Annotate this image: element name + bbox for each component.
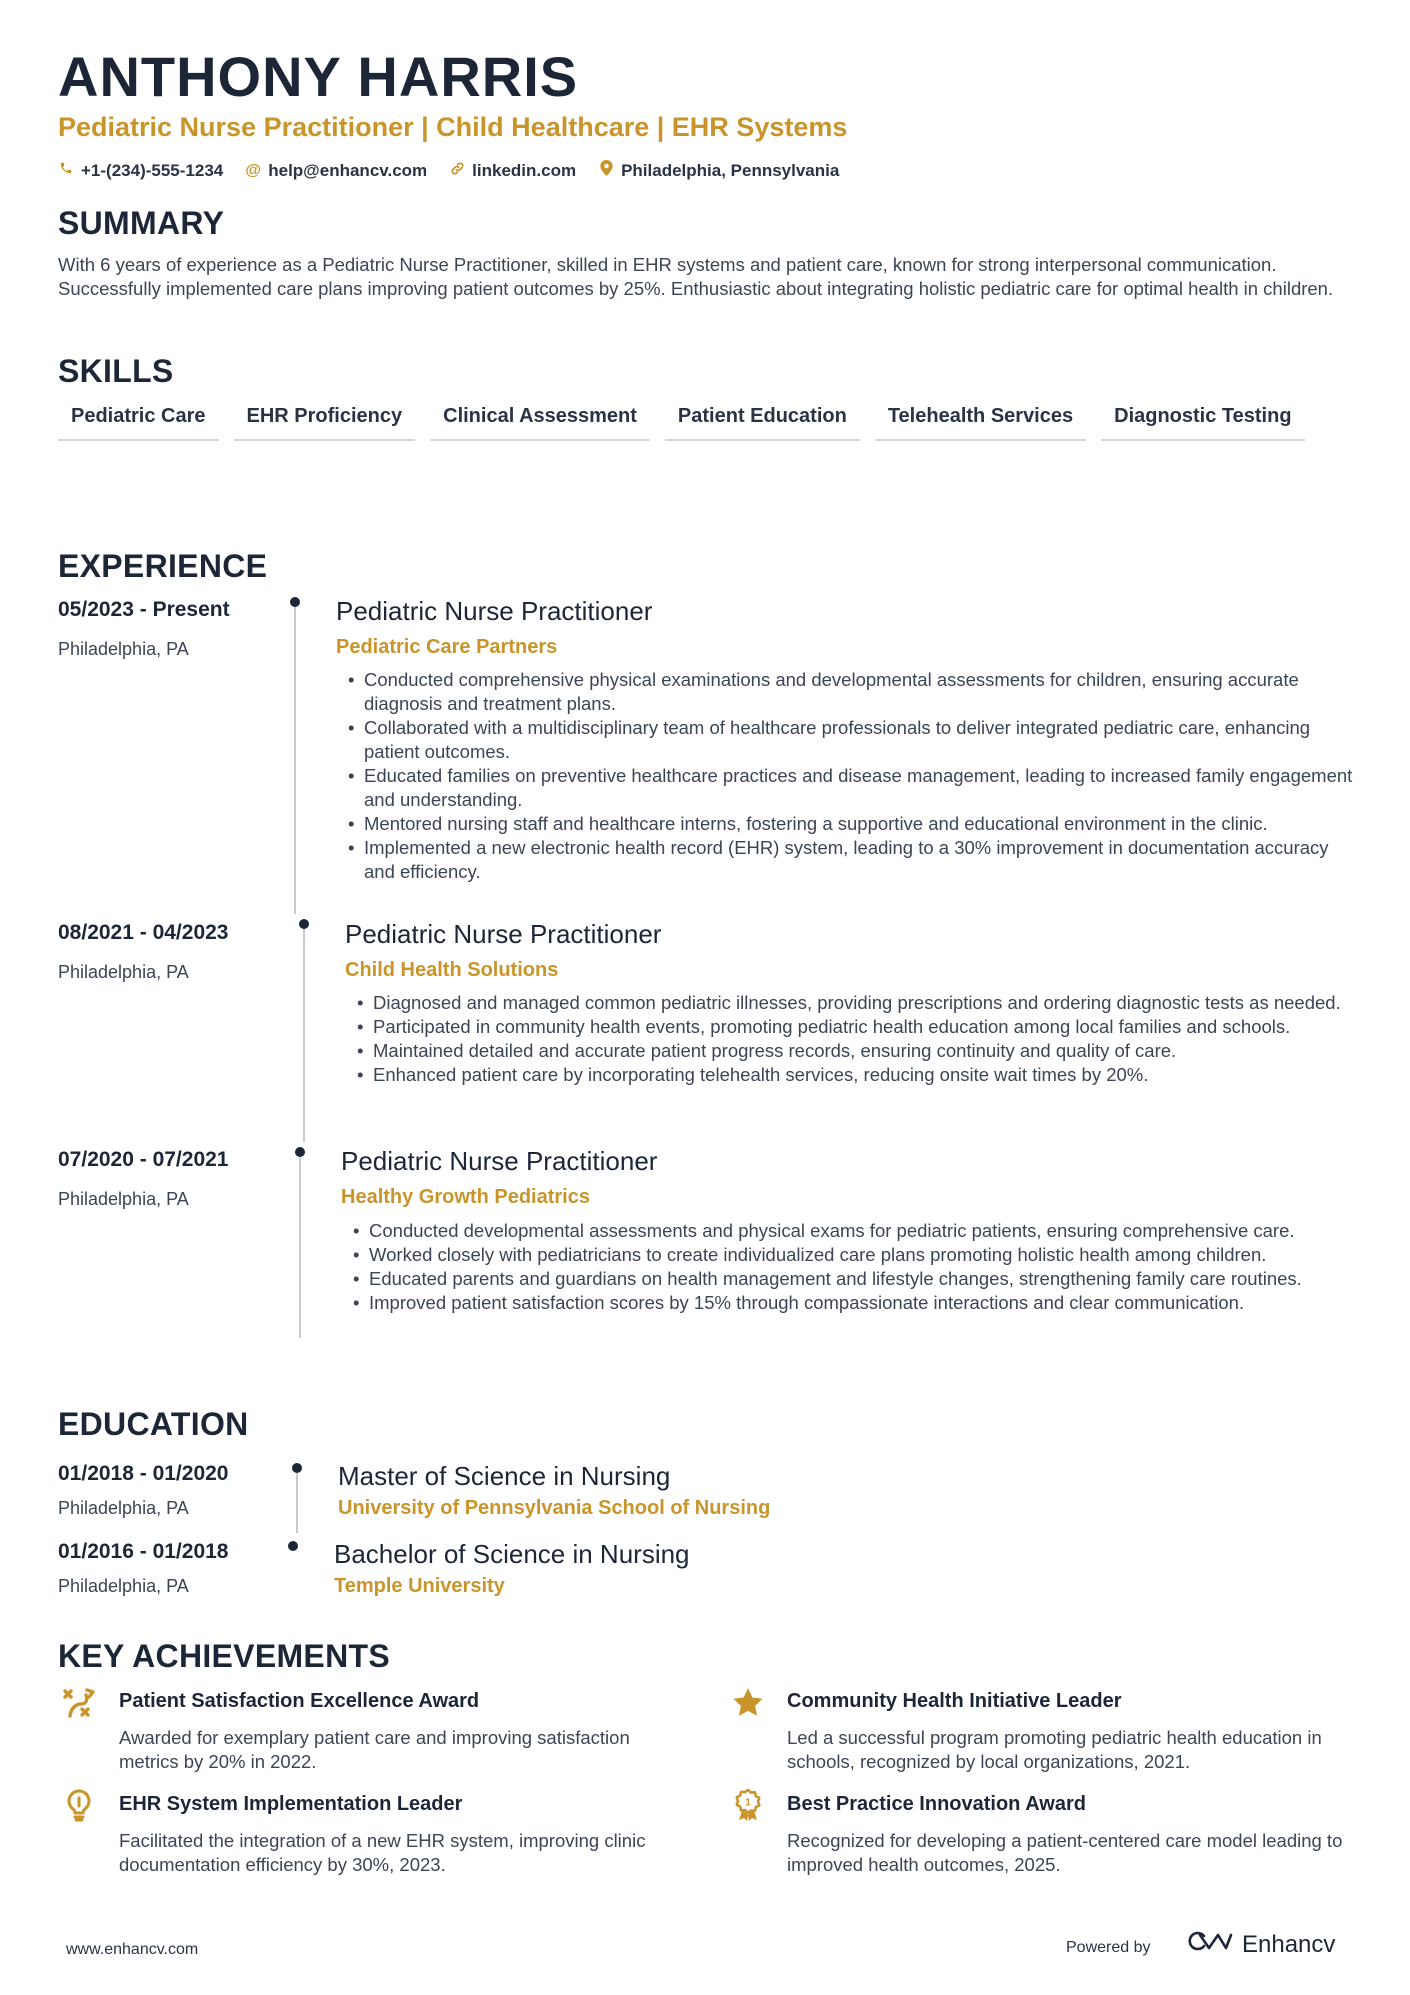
medal-icon [731,1788,765,1822]
job-dates: 08/2021 - 04/2023 [58,921,229,944]
enhancv-logo-icon [1186,1929,1234,1960]
list-item: • Mentored nursing staff and healthcare interns, fostering a supportive and educational environment in the clinic. [344,812,1364,836]
link-icon [449,161,465,181]
job-bullets [349,1219,1369,1315]
footer-powered-by: Powered by [1066,1939,1151,1956]
achievement-title: Patient Satisfaction Excellence Award [119,1690,480,1712]
at-icon: @ [245,161,262,179]
education-school: Temple University [334,1575,505,1597]
route-icon [62,1686,96,1720]
job-dates: 07/2020 - 07/2021 [58,1148,229,1171]
job-title: Pediatric Nurse Practitioner [336,596,653,626]
achievement-title: EHR System Implementation Leader [119,1793,463,1815]
education-dates: 01/2018 - 01/2020 [58,1462,229,1485]
skill-tag: EHR Proficiency [234,405,416,441]
footer-website[interactable]: www.enhancv.com [66,1941,199,1958]
phone-icon [58,161,74,180]
job-bullets [344,668,1364,884]
list-item: • Implemented a new electronic health record (EHR) system, leading to a 30% improvement in documentation accuracy and efficiency. [344,836,1364,884]
footer-brand[interactable] [1186,1929,1335,1960]
education-location: Philadelphia, PA [58,1576,189,1596]
job-location: Philadelphia, PA [58,639,189,659]
list-item: • Educated parents and guardians on health management and lifestyle changes, strengthening family care routines. [349,1267,1369,1291]
achievement-title: Best Practice Innovation Award [787,1793,1086,1815]
education-location: Philadelphia, PA [58,1498,189,1518]
achievement-desc: Recognized for developing a patient-centered care model leading to improved health outcomes, 2025. [787,1830,1343,1875]
job-company: Child Health Solutions [345,959,559,981]
candidate-headline: Pediatric Nurse Practitioner | Child Healthcare | EHR Systems [58,112,848,142]
lightbulb-icon [62,1788,96,1822]
timeline-dot [295,1147,305,1157]
skill-tag: Telehealth Services [875,405,1086,441]
education-degree: Bachelor of Science in Nursing [334,1539,690,1569]
candidate-name: ANTHONY HARRIS [58,45,579,108]
achievement-desc: Facilitated the integration of a new EHR system, improving clinic documentation efficiency by 30%, 2023. [119,1830,646,1875]
list-item: • Educated families on preventive healthcare practices and disease management, leading to increased family engagement and understanding. [344,764,1364,812]
job-company: Healthy Growth Pediatrics [341,1186,590,1208]
job-location: Philadelphia, PA [58,962,189,982]
achievement-desc: Awarded for exemplary patient care and improving satisfaction metrics by 20% in 2022. [119,1727,630,1772]
timeline-dot [290,597,300,607]
skills-list [58,405,1308,441]
svg-text:1: 1 [745,1797,751,1809]
list-item: • Enhanced patient care by incorporating telehealth services, reducing onsite wait times by 20%. [353,1063,1353,1087]
contact-email-text: help@enhancv.com [268,160,428,180]
skill-tag: Patient Education [665,405,860,441]
contact-phone[interactable] [58,161,223,181]
job-bullets [353,991,1353,1087]
list-item: • Maintained detailed and accurate patient progress records, ensuring continuity and quality of care. [353,1039,1353,1063]
star-icon [731,1686,765,1720]
timeline-line [294,602,296,914]
contact-location [598,160,839,181]
skills-heading: SKILLS [58,353,174,389]
timeline-dot [292,1463,302,1473]
list-item: • Worked closely with pediatricians to create individualized care plans promoting holistic health among children. [349,1243,1369,1267]
education-school: University of Pennsylvania School of Nursing [338,1497,771,1519]
list-item: • Collaborated with a multidisciplinary team of healthcare professionals to deliver integrated pediatric care, enhancing patient outcomes. [344,716,1364,764]
education-dates: 01/2016 - 01/2018 [58,1540,229,1563]
job-title: Pediatric Nurse Practitioner [341,1146,658,1176]
timeline-line [299,1152,301,1338]
education-degree: Master of Science in Nursing [338,1461,671,1491]
contact-linkedin-text: linkedin.com [472,160,577,180]
contact-bar [58,160,839,181]
summary-heading: SUMMARY [58,205,225,241]
footer-brand-name: Enhancv [1242,1930,1336,1958]
list-item: • Improved patient satisfaction scores by 15% through compassionate interactions and clear communication. [349,1291,1369,1315]
skill-tag: Diagnostic Testing [1101,405,1304,441]
summary-text: With 6 years of experience as a Pediatric Nurse Practitioner, skilled in EHR systems and patient care, known for strong interpersonal communication. Successfully implemented care plans improving patient outcomes by 25%. Enthusiastic about integrating holistic pediatric care for optimal health in children. [58,254,1334,299]
education-heading: EDUCATION [58,1406,249,1442]
experience-heading: EXPERIENCE [58,548,268,584]
job-dates: 05/2023 - Present [58,598,230,621]
list-item: • Conducted developmental assessments and physical exams for pediatric patients, ensuring comprehensive care. [349,1219,1369,1243]
contact-email[interactable] [245,161,427,181]
achievement-desc: Led a successful program promoting pediatric health education in schools, recognized by local organizations, 2021. [787,1727,1322,1772]
list-item: • Conducted comprehensive physical examinations and developmental assessments for children, ensuring accurate diagnosis and treatment plans. [344,668,1364,716]
list-item: • Participated in community health events, promoting pediatric health education among local families and schools. [353,1015,1353,1039]
job-location: Philadelphia, PA [58,1189,189,1209]
list-item: • Diagnosed and managed common pediatric illnesses, providing prescriptions and ordering diagnostic tests as needed. [353,991,1353,1015]
job-title: Pediatric Nurse Practitioner [345,919,662,949]
contact-linkedin[interactable] [449,161,576,181]
skill-tag: Clinical Assessment [430,405,650,441]
timeline-line [296,1473,298,1533]
achievement-title: Community Health Initiative Leader [787,1690,1122,1712]
timeline-line [303,924,305,1142]
timeline-dot [299,919,309,929]
skill-tag: Pediatric Care [58,405,219,441]
contact-location-text: Philadelphia, Pennsylvania [621,160,840,180]
contact-phone-text: +1-(234)-555-1234 [81,160,224,180]
location-pin-icon [598,160,614,181]
achievements-heading: KEY ACHIEVEMENTS [58,1638,390,1674]
job-company: Pediatric Care Partners [336,636,558,658]
timeline-dot [288,1541,298,1551]
